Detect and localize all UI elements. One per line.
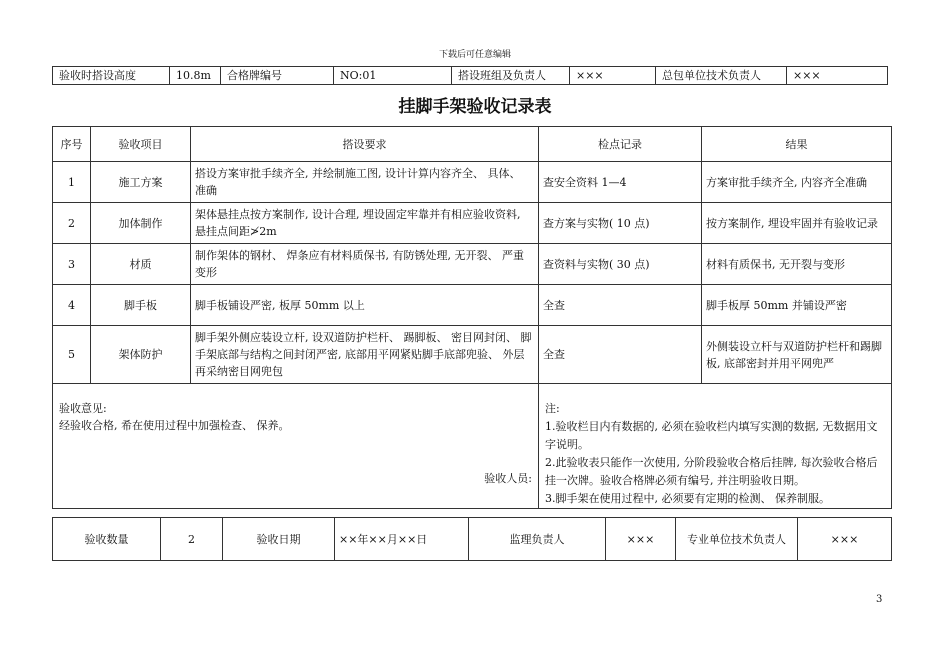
header-no: 序号 [53,127,91,162]
row-no: 3 [53,244,91,285]
plate-label: 合格牌编号 [221,67,334,85]
opinion-text: 经验收合格, 希在使用过程中加强检查、 保养。 [59,419,290,432]
row-result: 外侧装设立杆与双道防护栏杆和踢脚板, 底部密封并用平网兜严 [702,326,892,384]
plate-value: NO:01 [334,67,452,85]
supervisor-value: ××× [606,518,676,561]
row-requirement: 搭设方案审批手续齐全, 并绘制施工图, 设计计算内容齐全、 具体、 准确 [191,162,539,203]
row-result: 脚手板厚 50mm 并铺设严密 [702,285,892,326]
date-value: ××年××月××日 [335,518,469,561]
gc-tech-value: ××× [787,67,888,85]
row-requirement: 脚手板铺设严密, 板厚 50mm 以上 [191,285,539,326]
notes-cell [539,384,892,509]
table-row [53,285,892,326]
inspector-signature-label: 验收人员: [484,472,532,485]
row-no: 2 [53,203,91,244]
row-item: 加体制作 [91,203,191,244]
row-check: 查方案与实物( 10 点) [539,203,702,244]
row-item: 材质 [91,244,191,285]
header-item: 验收项目 [91,127,191,162]
opinion-cell [53,384,539,509]
inspection-table [52,126,892,509]
height-label: 验收时搭设高度 [53,67,170,85]
table-row [53,326,892,384]
footer-table [52,517,892,561]
row-requirement: 制作架体的钢材、 焊条应有材料质保书, 有防锈处理, 无开裂、 严重变形 [191,244,539,285]
opinion-label: 验收意见: [59,402,107,415]
row-check: 全查 [539,326,702,384]
qty-label: 验收数量 [53,518,161,561]
row-item: 脚手板 [91,285,191,326]
row-result: 材料有质保书, 无开裂与变形 [702,244,892,285]
header-result: 结果 [702,127,892,162]
supervisor-label: 监理负责人 [469,518,606,561]
note-item: 2.此验收表只能作一次使用, 分阶段验收合格后挂牌, 每次验收合格后挂一次牌。验收合格牌必须有编号, 并注明验收日期。 [545,456,878,487]
watermark-text: 下载后可任意编辑 [438,50,511,60]
table-row [53,203,892,244]
row-result: 按方案制作, 埋设牢固并有验收记录 [702,203,892,244]
notes-label: 注: [545,402,560,415]
team-label: 搭设班组及负责人 [452,67,570,85]
team-value: ××× [570,67,656,85]
row-no: 1 [53,162,91,203]
height-value: 10.8m [170,67,221,85]
header-requirement: 搭设要求 [191,127,539,162]
sub-tech-label: 专业单位技术负责人 [676,518,798,561]
page-number: 3 [876,594,883,605]
table-row [53,244,892,285]
row-requirement: 脚手架外侧应装设立杆, 设双道防护栏杆、 踢脚板、 密目网封闭、 脚手架底部与结构之间封闭严密, 底部用平网紧贴脚手底部兜验、 外层再采纳密目网兜包 [191,326,539,384]
table-header-row [53,127,892,162]
row-check: 查安全资料 1—4 [539,162,702,203]
opinion-notes-row [53,384,892,509]
row-no: 5 [53,326,91,384]
table-row [53,162,892,203]
date-label: 验收日期 [223,518,335,561]
row-check: 全查 [539,285,702,326]
qty-value: 2 [161,518,223,561]
row-item: 架体防护 [91,326,191,384]
info-row-table [52,66,888,85]
row-requirement: 架体悬挂点按方案制作, 设计合理, 埋设固定牢靠并有相应验收资料, 悬挂点间距≯2m [191,203,539,244]
note-item: 3.脚手架在使用过程中, 必须要有定期的检测、 保养制服。 [545,492,830,505]
sub-tech-value: ××× [798,518,892,561]
row-check: 查资料与实物( 30 点) [539,244,702,285]
row-result: 方案审批手续齐全, 内容齐全准确 [702,162,892,203]
note-item: 1.验收栏目内有数据的, 必须在验收栏内填写实测的数据, 无数据用文字说明。 [545,420,878,451]
header-check: 检点记录 [539,127,702,162]
gc-tech-label: 总包单位技术负责人 [656,67,787,85]
row-item: 施工方案 [91,162,191,203]
row-no: 4 [53,285,91,326]
page-title: 挂脚手架验收记录表 [398,97,552,117]
